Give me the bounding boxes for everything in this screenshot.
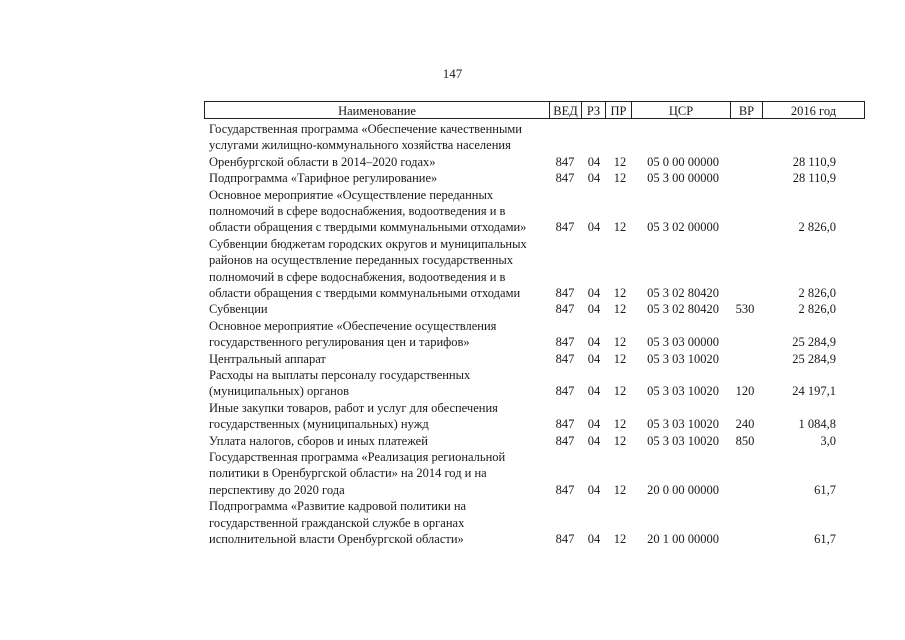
row-csr: 05 3 02 80420 [647, 285, 719, 300]
row-name-line: исполнительной власти Оренбургской области» [209, 532, 464, 546]
row-sum: 2 826,0 [798, 285, 836, 300]
row-sum: 1 084,8 [798, 417, 836, 432]
row-name [209, 187, 539, 236]
header-pr: ПР [606, 102, 632, 118]
row-sum: 2 826,0 [798, 302, 836, 317]
table-row [0, 187, 905, 236]
table-row [0, 121, 905, 170]
row-name [209, 121, 539, 170]
table-row [0, 498, 905, 547]
table-row [0, 301, 905, 317]
row-pr: 12 [613, 335, 627, 350]
row-pr: 12 [613, 154, 627, 169]
row-vr: 850 [735, 433, 755, 448]
row-rz: 04 [587, 433, 601, 448]
table-row [0, 433, 905, 449]
row-vr: 240 [735, 417, 755, 432]
row-csr: 05 3 00 00000 [647, 171, 719, 186]
row-name-line: Оренбургской области в 2014–2020 годах» [209, 154, 436, 169]
row-ved: 847 [555, 417, 575, 432]
row-rz: 04 [587, 351, 601, 366]
row-name-line: политики в Оренбургской области» на 2014 год и на [209, 466, 487, 481]
header-year: 2016 год [790, 104, 837, 118]
row-ved: 847 [555, 220, 575, 235]
table-row [0, 170, 905, 186]
row-rz: 04 [587, 384, 601, 399]
row-name [209, 236, 539, 302]
row-name-line: Основное мероприятие «Обеспечение осуществления [209, 318, 497, 333]
row-rz: 04 [587, 154, 601, 169]
row-sum: 61,7 [814, 531, 836, 546]
row-pr: 12 [613, 220, 627, 235]
row-name-line: области обращения с твердыми коммунальными отходами [209, 286, 521, 301]
header-ved: ВЕД [550, 102, 582, 118]
row-ved: 847 [555, 531, 575, 546]
table-row [0, 367, 905, 400]
row-name-line: Уплата налогов, сборов и иных платежей [209, 433, 428, 448]
row-name-line: государственных (муниципальных) нужд [209, 417, 429, 432]
row-csr: 05 3 03 10020 [647, 351, 719, 366]
header-csr: ЦСР [632, 102, 731, 118]
row-name [209, 318, 539, 351]
row-ved: 847 [555, 351, 575, 366]
row-sum: 28 110,9 [792, 171, 836, 186]
row-csr: 05 3 03 00000 [647, 335, 719, 350]
row-name [209, 367, 539, 400]
row-name-line: Подпрограмма «Тарифное регулирование» [209, 171, 438, 186]
row-name [209, 301, 539, 317]
row-rz: 04 [587, 417, 601, 432]
row-ved: 847 [555, 433, 575, 448]
row-pr: 12 [613, 351, 627, 366]
row-csr: 20 1 00 00000 [647, 531, 719, 546]
row-name [209, 433, 539, 449]
row-csr: 05 0 00 00000 [647, 154, 719, 169]
row-name [209, 498, 539, 547]
row-sum: 3,0 [820, 433, 836, 448]
row-csr: 20 0 00 00000 [647, 482, 719, 497]
row-vr: 530 [735, 302, 755, 317]
row-ved: 847 [555, 154, 575, 169]
row-ved: 847 [555, 285, 575, 300]
row-name-line: области обращения с твердыми коммунальными отходами» [209, 220, 527, 235]
table-row [0, 351, 905, 367]
page-number: 147 [442, 66, 463, 81]
row-sum: 2 826,0 [798, 220, 836, 235]
row-name-line: перспективу до 2020 года [209, 482, 345, 497]
row-rz: 04 [587, 302, 601, 317]
row-name-line: Субвенции [209, 302, 268, 317]
row-ved: 847 [555, 384, 575, 399]
row-rz: 04 [587, 531, 601, 546]
row-name-line: государственного регулирования цен и тарифов» [209, 335, 470, 350]
row-name-line: Субвенции бюджетам городских округов и муниципальных [209, 236, 527, 251]
row-vr: 120 [735, 384, 755, 399]
row-ved: 847 [555, 335, 575, 350]
row-csr: 05 3 03 10020 [647, 384, 719, 399]
row-name-line: Центральный аппарат [209, 351, 326, 366]
row-name-line: Государственная программа «Реализация региональной [209, 450, 506, 464]
table-row [0, 449, 905, 498]
row-pr: 12 [613, 171, 627, 186]
row-rz: 04 [587, 482, 601, 497]
row-sum: 25 284,9 [792, 351, 836, 366]
row-name-line: государственной гражданской службе в органах [209, 515, 465, 530]
table-row [0, 236, 905, 302]
row-rz: 04 [587, 171, 601, 186]
row-name [209, 351, 539, 367]
header-rz: РЗ [582, 102, 606, 118]
row-name-line: (муниципальных) органов [209, 384, 350, 399]
row-name-line: Подпрограмма «Развитие кадровой политики на [209, 499, 467, 514]
row-pr: 12 [613, 302, 627, 317]
row-name-line: Основное мероприятие «Осуществление переданных [209, 187, 494, 202]
row-csr: 05 3 02 00000 [647, 220, 719, 235]
row-pr: 12 [613, 417, 627, 432]
row-pr: 12 [613, 384, 627, 399]
header-vr: ВР [731, 102, 763, 118]
row-csr: 05 3 03 10020 [647, 417, 719, 432]
row-name-line: Иные закупки товаров, работ и услуг для обеспечения [209, 400, 498, 415]
row-name [209, 400, 539, 433]
row-pr: 12 [613, 433, 627, 448]
row-name-line: Государственная программа «Обеспечение качественными [209, 122, 522, 136]
table-row [0, 318, 905, 351]
row-sum: 28 110,9 [792, 154, 836, 169]
row-ved: 847 [555, 302, 575, 317]
row-pr: 12 [613, 482, 627, 497]
row-name-line: полномочий в сфере водоснабжения, водоотведения и в [209, 269, 506, 284]
row-name-line: районов на осуществление переданных государственных [209, 253, 514, 268]
row-rz: 04 [587, 335, 601, 350]
row-pr: 12 [613, 285, 627, 300]
row-csr: 05 3 03 10020 [647, 433, 719, 448]
table-header [204, 101, 865, 119]
header-name: Наименование [205, 102, 550, 118]
row-name-line: Расходы на выплаты персоналу государственных [209, 368, 471, 382]
row-csr: 05 3 02 80420 [647, 302, 719, 317]
row-ved: 847 [555, 171, 575, 186]
row-rz: 04 [587, 285, 601, 300]
row-name-line: услугами жилищно-коммунального хозяйства населения [209, 138, 511, 153]
row-rz: 04 [587, 220, 601, 235]
row-name [209, 170, 539, 186]
row-sum: 24 197,1 [792, 384, 836, 399]
table-row [0, 400, 905, 433]
row-name-line: полномочий в сфере водоснабжения, водоотведения и в [209, 204, 506, 218]
row-pr: 12 [613, 531, 627, 546]
row-ved: 847 [555, 482, 575, 497]
row-sum: 25 284,9 [792, 335, 836, 350]
row-name [209, 449, 539, 498]
row-sum: 61,7 [814, 482, 836, 497]
